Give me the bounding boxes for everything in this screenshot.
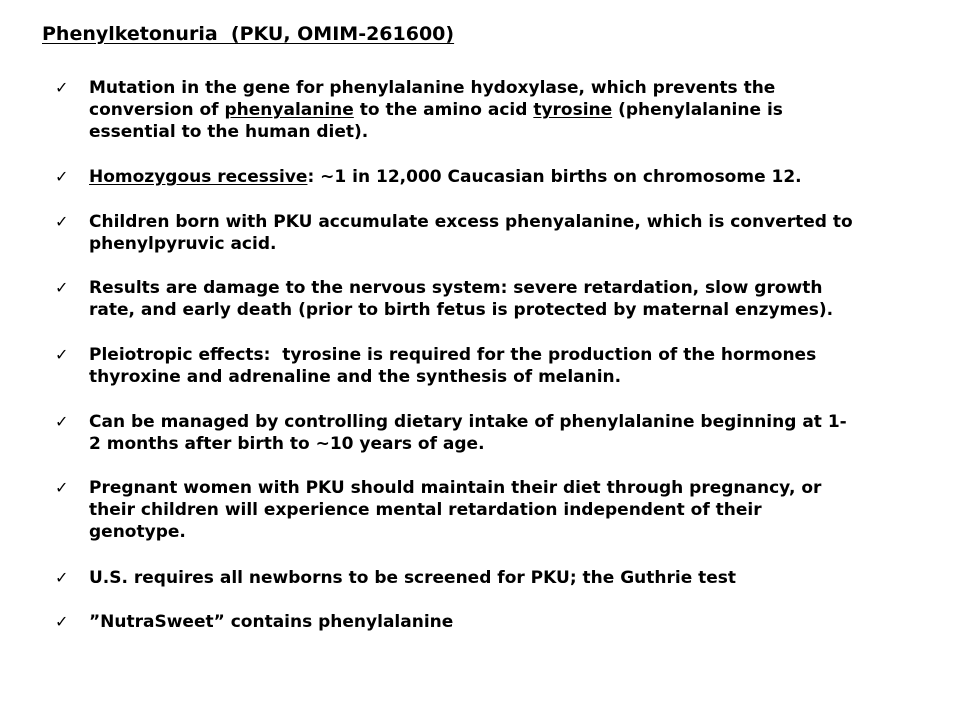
text-line <box>89 99 939 121</box>
checkmark-icon: ✓ <box>55 568 69 587</box>
checkmark-icon: ✓ <box>55 412 69 431</box>
text-segment: genotype. <box>89 522 186 542</box>
bullet-text <box>89 166 939 188</box>
text-line <box>89 611 939 633</box>
text-segment: Results are damage to the nervous system: severe retardation, slow growth <box>89 278 823 298</box>
text-segment: Children born with PKU accumulate excess phenyalanine, which is converted to <box>89 212 853 232</box>
checkmark-icon: ✓ <box>55 612 69 631</box>
text-segment: ”NutraSweet” contains phenylalanine <box>89 612 454 632</box>
bullet-text <box>89 344 939 388</box>
text-line <box>89 499 939 521</box>
text-line <box>89 299 939 321</box>
text-segment: phenylpyruvic acid. <box>89 234 277 254</box>
underlined-term: phenyalanine <box>224 100 354 120</box>
text-line <box>89 477 939 499</box>
checkmark-icon: ✓ <box>55 78 69 97</box>
text-segment: to the amino acid <box>353 100 534 120</box>
text-line <box>89 233 939 255</box>
bullet-text <box>89 611 939 633</box>
text-segment: essential to the human diet). <box>89 122 369 142</box>
text-line <box>89 77 939 99</box>
text-line <box>89 344 939 366</box>
page-title: Phenylketonuria (PKU, OMIM-261600) <box>42 23 455 45</box>
text-line <box>89 521 939 543</box>
text-line <box>89 411 939 433</box>
bullet-text <box>89 477 939 543</box>
checkmark-icon: ✓ <box>55 167 69 186</box>
text-line <box>89 567 939 589</box>
text-segment: Can be managed by controlling dietary intake of phenylalanine beginning at 1- <box>89 412 847 432</box>
checkmark-icon: ✓ <box>55 478 69 497</box>
text-line <box>89 366 939 388</box>
text-line <box>89 433 939 455</box>
checkmark-icon: ✓ <box>55 345 69 364</box>
text-segment: : ~1 in 12,000 Caucasian births on chromosome 12. <box>307 167 802 187</box>
text-segment: 2 months after birth to ~10 years of age. <box>89 434 485 454</box>
text-segment: rate, and early death (prior to birth fetus is protected by maternal enzymes). <box>89 300 834 320</box>
checkmark-icon: ✓ <box>55 278 69 297</box>
bullet-text <box>89 567 939 589</box>
text-segment: Pleiotropic effects: tyrosine is required for the production of the hormones <box>89 345 817 365</box>
underlined-term: tyrosine <box>533 100 613 120</box>
text-segment: (phenylalanine is <box>612 100 783 120</box>
bullet-text <box>89 211 939 255</box>
text-line <box>89 166 939 188</box>
text-line <box>89 277 939 299</box>
text-segment: their children will experience mental retardation independent of their <box>89 500 762 520</box>
text-segment: thyroxine and adrenaline and the synthesis of melanin. <box>89 367 622 387</box>
text-segment: Pregnant women with PKU should maintain their diet through pregnancy, or <box>89 478 822 498</box>
bullet-text <box>89 277 939 321</box>
bullet-text <box>89 411 939 455</box>
checkmark-icon: ✓ <box>55 212 69 231</box>
text-segment: Mutation in the gene for phenylalanine hydoxylase, which prevents the <box>89 78 776 98</box>
text-segment: U.S. requires all newborns to be screened for PKU; the Guthrie test <box>89 568 737 588</box>
text-line <box>89 211 939 233</box>
bullet-text <box>89 77 939 143</box>
underlined-term: Homozygous recessive <box>89 167 308 187</box>
text-segment: conversion of <box>89 100 225 120</box>
text-line <box>89 121 939 143</box>
